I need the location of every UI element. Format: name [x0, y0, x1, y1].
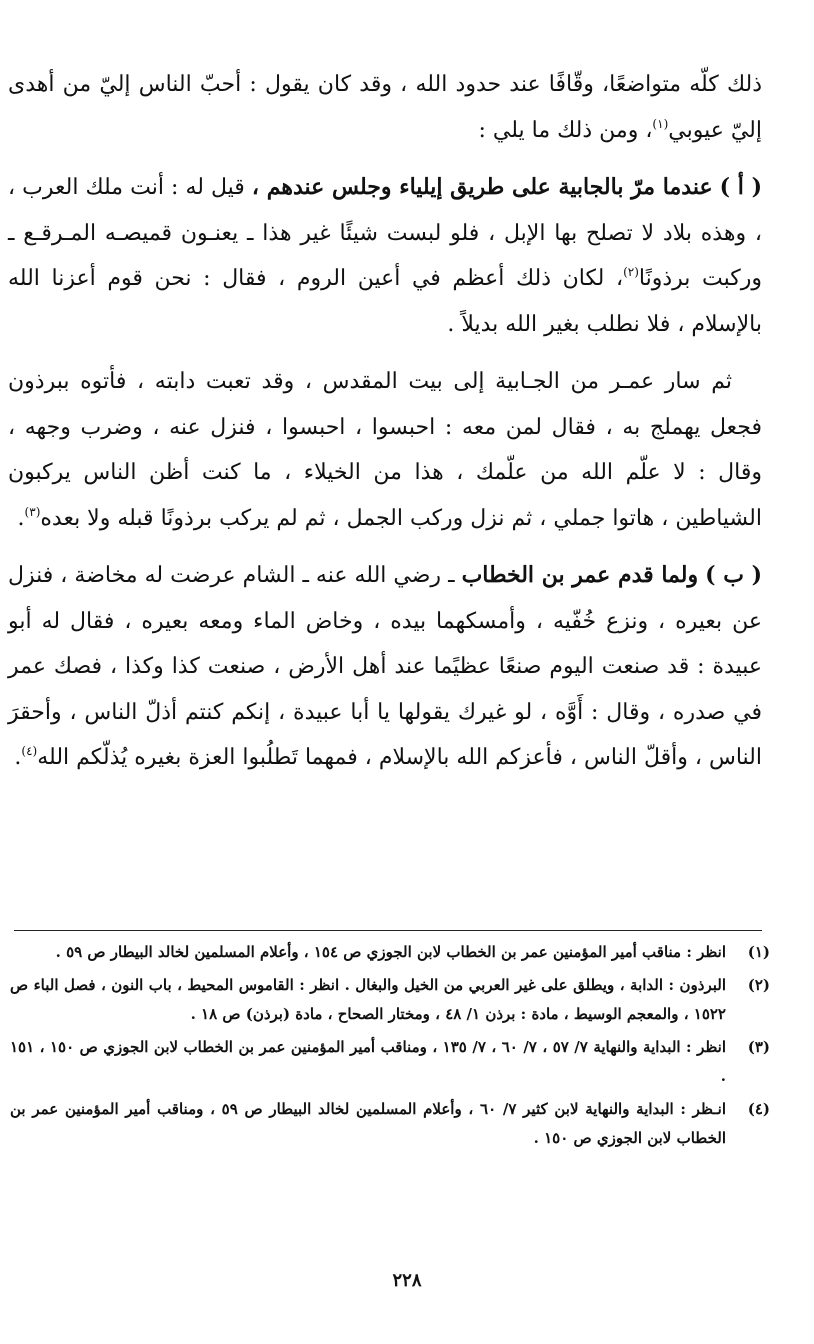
footnote-ref-1[interactable]: (١) — [652, 116, 669, 131]
paragraph-a-text-2: ، لكان ذلك أعظم في أعين الروم ، فقال : نحن قوم أعزنا الله بالإسلام ، فلا نطلب بغير الله بديلاً . — [8, 266, 762, 337]
footnote-text: انـظر : البداية والنهاية لابن كثير ٧/ ٦٠ ، وأعلام المسلمين لخالد البيطار ص ٥٩ ، ومناقب أمير المؤمنين عمر بن الخطاب لابن الجوزي ص ١٥٠ . — [10, 1100, 726, 1147]
intro-paragraph — [8, 62, 762, 153]
paragraph-b-marker: ( ب ) — [705, 562, 763, 588]
paragraph-middle — [8, 359, 762, 541]
paragraph-b-text-1: ـ رضي الله عنه ـ الشام عرضت له مخاضة ، فنزل عن بعيره ، ونزع خُفّيه ، وأمسكهما بيده ، وخاض الماء ومعه بعيره ، فقال له أبو عبيدة : قد صنعت اليوم صنعًا عظيًما عند أهل الأرض ، صنعت كذا وكذا ، فصك عمر في صدره ، وقال : أَوَّه ، لو غيرك يقولها يا أبا عبيدة ، إنكم كنتم أذلّ الناس ، وأحقرَ الناس ، وأقلّ الناس ، فأعزكم الله بالإسلام ، فمهما تَطلُبوا العزة بغيره يُذلّكم الله — [8, 563, 762, 770]
footnote-ref-4[interactable]: (٤) — [21, 744, 38, 758]
footnote-separator — [14, 930, 762, 931]
footnote-ref-3[interactable]: (٣) — [24, 504, 41, 519]
footnote-number: (٢) — [747, 976, 770, 994]
paragraph-a-text-1: قيل له : أنت ملك العرب ، ، وهذه بلاد لا تصلح بها الإبل ، فلو لبست شيئًا غير هذا ـ يعنـون قميصـه المـرقـع ـ وركبت برذونًا — [8, 175, 763, 291]
footnote-text: البرذون : الدابة ، ويطلق على غير العربي من الخيل والبغال . انظر : القاموس المحيط ، باب النون ، فصل الباء ص ١٥٢٢ ، والمعجم الوسيط ، مادة : برذن ١/ ٤٨ ، ومختار الصحاح ، مادة (برذن) ص ١٨ . — [10, 976, 726, 1023]
paragraph-a — [8, 165, 762, 347]
footnote-number: (١) — [747, 943, 770, 961]
paragraph-a-heading: عندما مرّ بالجابية على طريق إيلياء وجلس عندهم ، — [251, 174, 713, 200]
intro-text: ذلك كلّه متواضعًا، وقّافًا عند حدود الله ، وقد كان يقول : أحبّ الناس إليّ من أهدى إليّ عيوبي — [8, 72, 762, 143]
footnote-text: انظر : البداية والنهاية ٧/ ٥٧ ، ٧/ ٦٠ ، ٧/ ١٣٥ ، ومناقب أمير المؤمنين عمر بن الخطاب لابن الجوزي ص ١٥٠ ، ١٥١ . — [10, 1038, 726, 1085]
footnote-number: (٤) — [747, 1100, 770, 1118]
footnote-text: انظر : مناقب أمير المؤمنين عمر بن الخطاب لابن الجوزي ص ١٥٤ ، وأعلام المسلمين لخالد البيطار ص ٥٩ . — [55, 943, 726, 961]
paragraph-b-tail: . — [14, 745, 22, 770]
footnote-1 — [10, 938, 770, 967]
footnote-number: (٣) — [747, 1038, 770, 1056]
paragraph-b — [8, 553, 762, 781]
intro-tail: ، ومن ذلك ما يلي : — [478, 117, 653, 143]
paragraph-middle-text: ثم سار عمـر من الجـابية إلى بيت المقدس ، وقد تعبت دابته ، فأتوه ببرذون فجعل يهملج به ، فقال لمن معه : احبسوا ، احبسوا ، فنزل عنه ، وضرب وجهه ، وقال : لا علّم الله من علّمك ، هذا من الخيلاء ، ما كنت أظن الناس يركبون الشياطين ، هاتوا جملي ، ثم نزل وركب الجمل ، ثم لم يركب برذونًا قبله ولا بعده — [8, 369, 762, 531]
footnote-4 — [10, 1095, 770, 1153]
footnotes — [10, 938, 770, 1157]
footnote-ref-2[interactable]: (٢) — [623, 265, 639, 279]
footnote-3 — [10, 1033, 770, 1091]
footnote-2 — [10, 971, 770, 1029]
paragraph-a-marker: ( أ ) — [719, 174, 762, 200]
page-number: ٢٢٨ — [392, 1270, 422, 1291]
paragraph-middle-tail: . — [17, 505, 25, 531]
paragraph-b-heading: ولما قدم عمر بن الخطاب — [461, 562, 699, 588]
main-text — [8, 62, 762, 793]
